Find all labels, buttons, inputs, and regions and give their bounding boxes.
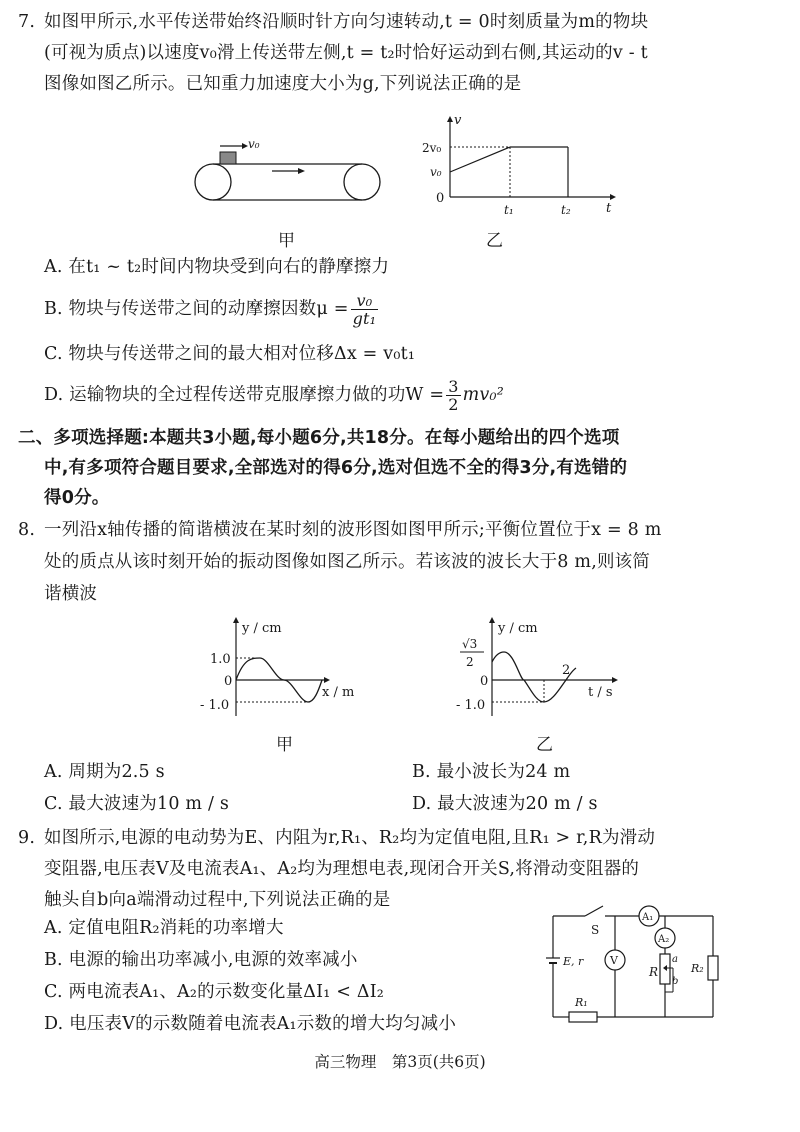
q7-option-d-num: 3 (448, 377, 459, 396)
terminal-b: b (672, 976, 679, 987)
wave-graph-jia (196, 614, 376, 724)
yi-t-label: t / s (588, 685, 613, 700)
q8-option-b: B. 最小波长为24 m (412, 762, 571, 782)
ammeter2-label: A₂ (658, 934, 670, 945)
wave-graph-yi (452, 614, 627, 724)
yi-tick-2: 2 (562, 663, 571, 678)
ammeter1-label: A₁ (642, 912, 654, 923)
vt-graph-figure (420, 112, 620, 222)
page-footer: 高三物理 第3页(共6页) (314, 1053, 486, 1071)
jia-tick-zero: 0 (224, 674, 233, 689)
label-2v0: 2v₀ (422, 141, 442, 155)
q7-option-d (44, 378, 504, 413)
q8-text-1: 一列沿x轴传播的简谐横波在某时刻的波形图如图甲所示;平衡位置位于x = 8 m (44, 520, 662, 540)
q9-line3: 触头自b向a端滑动过程中,下列说法正确的是 (44, 890, 391, 910)
yi-sqrt-den: 2 (466, 655, 474, 669)
switch-label: S (591, 923, 600, 937)
q7-option-d-fraction (446, 378, 460, 413)
yi-sqrt-num: √3 (462, 637, 478, 651)
q7-option-b-den: gt₁ (352, 309, 377, 328)
section2-line3: 得0分。 (44, 488, 110, 508)
q8-line3: 谐横波 (44, 584, 98, 604)
source-label: E, r (563, 955, 584, 968)
block (220, 152, 236, 164)
q8-option-a: A. 周期为2.5 s (44, 762, 165, 782)
r1-label: R₁ (575, 996, 588, 1009)
jia-x-label: x / m (322, 685, 355, 700)
q8-option-c: C. 最大波速为10 m / s (44, 794, 230, 814)
label-t1: t₁ (504, 203, 514, 217)
q7-caption-yi: 乙 (486, 231, 503, 251)
q9-text-1: 如图所示,电源的电动势为E、内阻为r,R₁、R₂均为定值电阻,且R₁ > r,R为滑动 (44, 828, 656, 848)
voltmeter-label: V (610, 954, 618, 967)
jia-tick-neg: - 1.0 (200, 698, 230, 713)
axis-t: t (606, 201, 612, 216)
q9-line2: 变阻器,电压表V及电流表A₁、A₂均为理想电表,现闭合开关S,将滑动变阻器的 (44, 859, 640, 879)
q7-option-d-text: D. 运输物块的全过程传送带克服摩擦力做的功W = (44, 385, 445, 405)
q9-number: 9. (18, 828, 36, 848)
label-zero: 0 (436, 191, 445, 206)
r2-label: R₂ (691, 962, 704, 975)
jia-tick-pos: 1.0 (210, 652, 231, 667)
q8-line1 (18, 518, 662, 542)
q7-option-b-fraction (351, 292, 379, 327)
terminal-a: a (672, 954, 678, 965)
q8-number: 8. (18, 520, 36, 540)
circuit-diagram (545, 902, 730, 1024)
q7-number: 7. (18, 12, 36, 32)
q7-option-b-num: v₀ (351, 292, 379, 310)
jia-y-label: y / cm (242, 621, 282, 636)
q8-line2: 处的质点从该时刻开始的振动图像如图乙所示。若该波的波长大于8 m,则该简 (44, 552, 651, 572)
q7-option-d-tail: mv₀² (462, 385, 504, 405)
q7-text-1: 如图甲所示,水平传送带始终沿顺时针方向匀速转动,t = 0时刻质量为m的物块 (44, 12, 649, 32)
yi-y-label: y / cm (498, 621, 538, 636)
q7-option-b-text: B. 物块与传送带之间的动摩擦因数μ = (44, 299, 349, 319)
q7-option-b (44, 292, 380, 327)
q7-line2: (可视为质点)以速度v₀滑上传送带左侧,t = t₂时恰好运动到右侧,其运动的v - t (44, 43, 648, 63)
q7-line3: 图像如图乙所示。已知重力加速度大小为g,下列说法正确的是 (44, 74, 522, 94)
label-t2: t₂ (561, 203, 571, 217)
v0-label: v₀ (248, 137, 260, 151)
q7-caption-jia: 甲 (278, 231, 295, 251)
q9-line1 (18, 826, 655, 850)
r-label: R (649, 965, 659, 979)
q9-option-b: B. 电源的输出功率减小,电源的效率减小 (44, 950, 358, 970)
label-v0: v₀ (430, 165, 442, 179)
q8-option-d: D. 最大波速为20 m / s (412, 794, 598, 814)
q7-option-a: A. 在t₁ ~ t₂时间内物块受到向右的静摩擦力 (44, 257, 390, 277)
conveyor-belt-figure (190, 132, 390, 212)
q7-option-c: C. 物块与传送带之间的最大相对位移Δx = v₀t₁ (44, 344, 416, 364)
axis-v: v (454, 113, 462, 128)
q9-option-d: D. 电压表V的示数随着电流表A₁示数的增大均匀减小 (44, 1014, 457, 1034)
q8-caption-jia: 甲 (276, 735, 293, 755)
section2-line2: 中,有多项符合题目要求,全部选对的得6分,选对但选不全的得3分,有选错的 (44, 458, 628, 478)
section2-line1: 二、多项选择题:本题共3小题,每小题6分,共18分。在每小题给出的四个选项 (18, 428, 620, 448)
q7-option-d-den: 2 (448, 395, 459, 414)
yi-tick-neg: - 1.0 (456, 698, 486, 713)
q8-caption-yi: 乙 (536, 735, 553, 755)
q9-option-c: C. 两电流表A₁、A₂的示数变化量ΔI₁ < ΔI₂ (44, 982, 385, 1002)
q9-option-a: A. 定值电阻R₂消耗的功率增大 (44, 918, 284, 938)
q7-line1 (18, 10, 648, 34)
yi-tick-zero: 0 (480, 674, 489, 689)
